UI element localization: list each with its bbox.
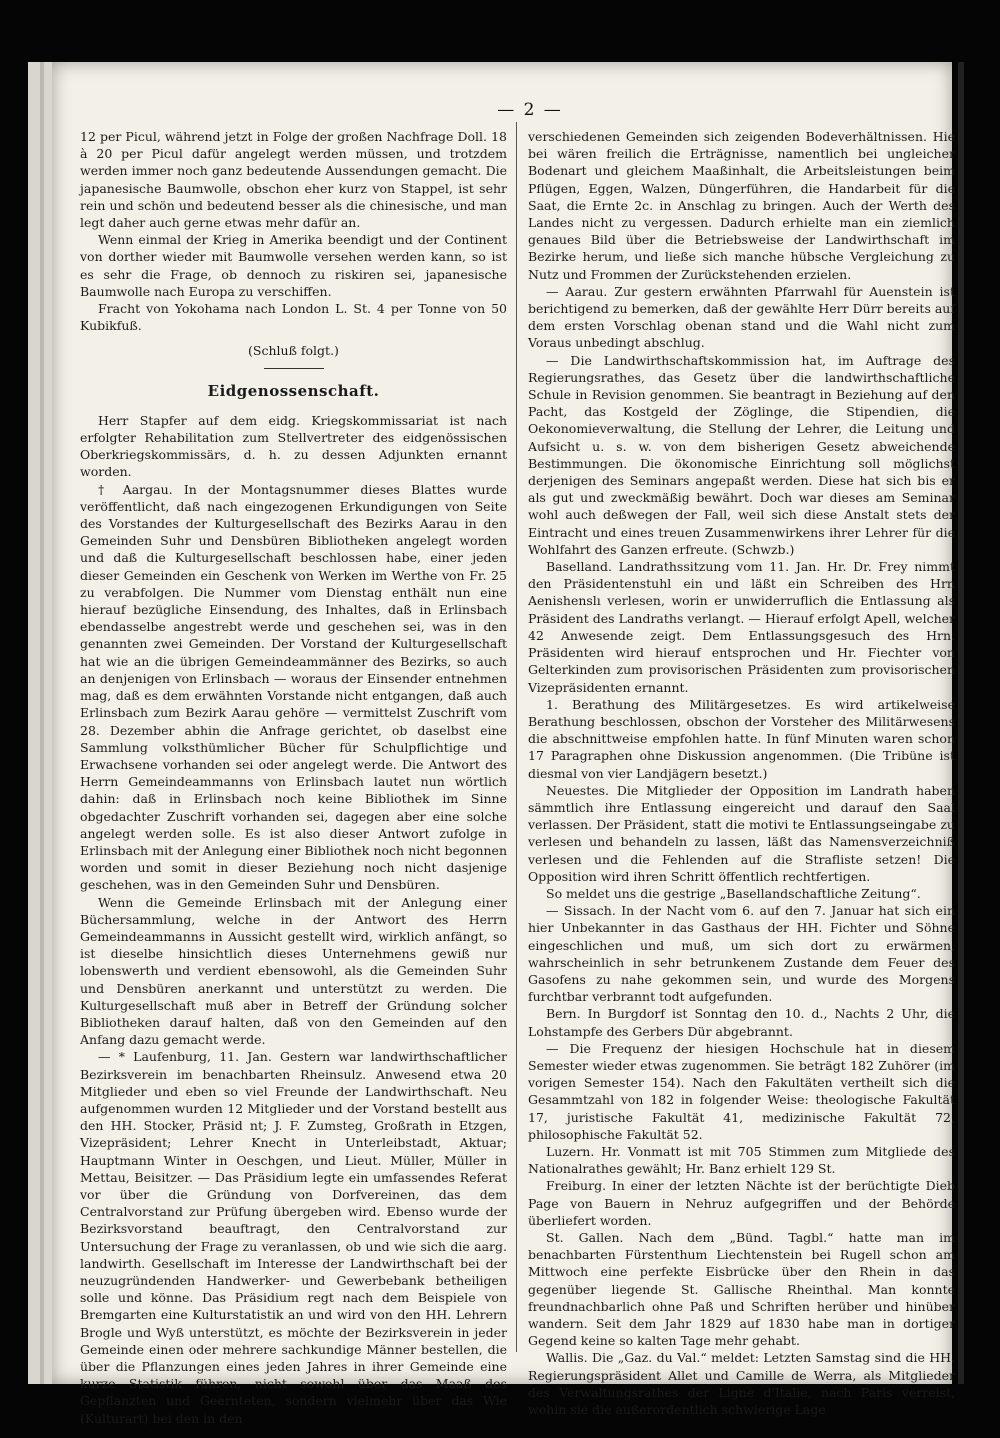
divider <box>264 368 324 369</box>
paragraph: Neuestes. Die Mitglieder der Opposition im Landrath haben sämmtlich ihre Entlassung eingereicht und darauf den Saal verlassen. Der Präsident, statt die motivi te Entlassungseingabe zu verlesen und behandeln zu lassen, läßt das Namensverzeichniß verlesen und die Fehlenden auf die Strafliste setzen! Die Opposition wird ihren Schritt öffentlich rechtfertigen. <box>528 782 955 884</box>
paragraph: Wenn die Gemeinde Erlinsbach mit der Anlegung einer Büchersammlung, welche in der Antwort des Herrn Gemeindeammanns in Aussicht gestellt wird, wirklich anfängt, so ist dieselbe hinsichtlich dieses Unternehmens gewiß nur lobenswerth und verdient ebensowohl, als die Gemeinden Suhr und Densbüren anerkannt und unterstützt zu werden. Die Kulturgesellschaft muß aber in Betreff der Gründung solcher Bibliotheken darauf halten, daß von den Gemeinden auf den Anfang dazu gemacht werde. <box>80 894 507 1048</box>
section-heading: Eidgenossenschaft. <box>207 381 380 400</box>
page-number: — 2 — <box>497 100 563 120</box>
paragraph: — Aarau. Zur gestern erwähnten Pfarrwahl für Auenstein ist berichtigend zu bemerken, daß der gewählte Herr Dürr bereits auf dem ersten Vorschlag obenan stand und die Wahl nicht zum Voraus unbedingt abschlug. <box>528 283 955 351</box>
right-column <box>528 128 955 1418</box>
paragraph: 1. Berathung des Militärgesetzes. Es wird artikelweise Berathung beschlossen, obschon der Vorsteher des Militärwesens die abschnittweise empfohlen hatte. In fünf Minuten waren schon 17 Paragraphen ohne Diskussion angenommen. (Die Tribüne ist diesmal von vier Landjägern besetzt.) <box>528 696 955 781</box>
paragraph: — * Laufenburg, 11. Jan. Gestern war landwirthschaftlicher Bezirksverein im benachbarten Rheinsulz. Anwesend etwa 20 Mitglieder und eben so viel Freunde der Landwirthschaft. Neu aufgenommen wurden 12 Mitglieder und der Vorstand bestellt aus den HH. Stocker, Präsid nt; J. F. Zumsteg, Großrath in Etzgen, Vizepräsident; Lehrer Knecht in Unterleibstadt, Aktuar; Hauptmann Winter in Oeschgen, und Lieut. Müller, Müller in Mettau, Beisitzer. — Das Präsidium legte ein umfassendes Referat vor über die Gründung von Dorfvereinen, das dem Centralvorstand zur Prüfung übergeben wird. Ebenso wurde der Bezirksvorstand beauftragt, den Centralvorstand zur Untersuchung der Frage zu veranlassen, ob und wie sich die aarg. landwirth. Gesellschaft im Interesse der Landwirthschaft bei der neuzugründenden Handwerker- und Gewerbebank betheiligen solle und könne. Das Präsidium regt nach dem Beispiele von Bremgarten eine Kulturstatistik an und wird von den HH. Lehrern Brogle und Wyß unterstützt, es möchte der Bezirksverein in jeder Gemeinde einen oder mehrere sachkundige Männer bestellen, die über die Pflanzungen eines jeden Jahres in ihrer Gemeinde eine kurze Statistik führen, nicht sowohl über das Maaß des Gepflanzten und Geernteten, sondern vielmehr über das Wie (Kulturart) bei den in den <box>80 1049 507 1426</box>
paragraph: Wallis. Die „Gaz. du Val.“ meldet: Letzten Samstag sind die HH. Regierungspräsident Allet und Camille de Werra, als Mitglieder des Verwaltungsrathes der Ligne d'Italie, nach Paris verreist, wohin sie die außerordentlich schwierige Lage <box>528 1350 955 1418</box>
paragraph: Luzern. Hr. Vonmatt ist mit 705 Stimmen zum Mitgliede des Nationalrathes gewählt; Hr. Banz erhielt 129 St. <box>528 1143 955 1177</box>
paragraph: Bern. In Burgdorf ist Sonntag den 10. d., Nachts 2 Uhr, die Lohstampfe des Gerbers Dür abgebrannt. <box>528 1006 955 1039</box>
paragraph: Baselland. Landrathssitzung vom 11. Jan. Hr. Dr. Frey nimmt den Präsidentenstuhl ein und läßt ein Schreiben des Hrn Aenishenslı verlesen, worin er unwiderruflich die Entlassung als Präsident des Landraths verlangt. — Hierauf erfolgt Apell, welcher 42 Anwesende zeigt. Dem Entlassungsgesuch des Hrn. Präsidenten wird hierauf entsprochen und Hr. Fiechter von Gelterkinden zum provisorischen Präsidenten zum provisorischen Vizepräsidenten ernannt. <box>528 559 955 695</box>
paragraph: Fracht von Yokohama nach London L. St. 4 per Tonne von 50 Kubikfuß. <box>80 301 507 334</box>
paragraph: Freiburg. In einer der letzten Nächte ist der berüchtigte Dieb Page von Bauern in Nehruz aufgegriffen und der Behörde überliefert worden. <box>528 1178 955 1228</box>
scan-border <box>958 62 964 1384</box>
paragraph: verschiedenen Gemeinden sich zeigenden Bodeverhältnissen. Hie bei wären freilich die Erträgnisse, namentlich bei ungleicher Bodenart und gleichem Maaßinhalt, die Arbeitsleistungen beim Pflügen, Eggen, Walzen, Düngerführen, die Handarbeit für die Saat, die Ernte 2c. in Anschlag zu bringen. Auch der Werth des Landes nicht zu vergessen. Dadurch erhielte man ein ziemlich genaues Bild über die Betriebsweise der Landwirthschaft im Bezirke herum, und ließe sich manche hübsche Vergleichung zu Nutz und Frommen der Zurückstehenden erzielen. <box>528 129 955 282</box>
paragraph: So meldet uns die gestrige „Basellandschaftliche Zeitung“. <box>546 885 921 901</box>
left-column <box>80 128 507 1427</box>
paragraph: St. Gallen. Nach dem „Bünd. Tagbl.“ hatte man im benachbarten Fürstenthum Liechtenstein bei Rugell schon am Mittwoch eine perfekte Eisbrücke über den Rhein in das gegenüber liegende St. Gallische Rheinthal. Man konnte freundnachbarlich ohne Paß und Schriften herüber und hinüber wandern. Seit dem Jahr 1829 auf 1830 habe man in dortiger Gegend keine so kalten Tage mehr gehabt. <box>528 1230 955 1349</box>
paragraph: — Die Landwirthschaftskommission hat, im Auftrage des Regierungsrathes, das Gesetz über die landwirthschaftliche Schule in Revision genommen. Sie beantragt in Beziehung auf den Pacht, das Kostgeld der Zöglinge, die Stipendien, die Oekonomieverwaltung, die Stellung der Lehrer, die Leitung und Aufsicht u. s. w. von dem bisherigen Gesetz abweichende Bestimmungen. Die ökonomische Einrichtung soll möglichst derjenigen des Seminars angepaßt werden. Diese hat sich bis er als gut und zweckmäßig bewährt. Doch war dieses am Seminar wohl auch deßwegen der Fall, weil sich diese Anstalt stets der Eintracht und eines treuen Zusammenwirkens ihrer Lehrer für die Wohlfahrt des Ganzen erfreute. (Schwzb.) <box>528 352 955 557</box>
paragraph: † Aargau. In der Montagsnummer dieses Blattes wurde veröffentlicht, daß nach eingezogenen Erkundigungen von Seite des Vorstandes der Kulturgesellschaft des Bezirks Aarau in den Gemeinden Suhr und Densbüren Bibliotheken angelegt worden und daß die Kulturgesellschaft beschlossen habe, einer jeden dieser Gemeinden ein Geschenk von Werken im Werthe von Fr. 25 zu verabfolgen. Die Nummer vom Dienstag enthält nun eine hierauf bezügliche Einsendung, des Inhaltes, daß in Erlinsbach ebendasselbe angestrebt werde und geschehen sei, was in den genannten zwei Gemeinden. Der Vorstand der Kulturgesellschaft hat wie an die übrigen Gemeindeammänner des Bezirks, so auch an denjenigen von Erlinsbach — woraus der Einsender entnehmen mag, daß es dem erwähnten Vorstande nicht entgangen, daß auch Erlinsbach zum Bezirk Aarau gehöre — vermittelst Zuschrift vom 28. Dezember abhin die Anfrage gerichtet, ob daselbst eine Sammlung volksthümlicher Bücher für Schulpflichtige und Erwachsene vorhanden sei oder angelegt werde. Die Antwort des Herrn Gemeindeammanns von Erlinsbach lautet nun wörtlich dahin: daß in Erlinsbach noch keine Bibliothek im Sinne obgedachter Zuschrift vorhanden sei, dagegen aber eine solche angelegt werden solle. Es ist also dieser Antwort zufolge in Erlinsbach mit der Anlegung einer Bibliothek noch nicht begonnen worden und somit in dieser Beziehung noch nicht dasjenige geschehen, was in den Gemeinden Suhr und Densbüren. <box>80 481 507 893</box>
continuation-note: (Schluß folgt.) <box>248 343 339 359</box>
page-edge-shadow <box>40 62 44 1384</box>
paragraph: 12 per Picul, während jetzt in Folge der großen Nachfrage Doll. 18 à 20 per Picul dafür angelegt werden müssen, und trotzdem werden immer noch ganz bedeutende Aussendungen gemacht. Die japanesische Baumwolle, obschon eher kurz von Stappel, ist sehr rein und schön und bedeutend besser als die chinesische, und man legt daher auch gerne etwas mehr dafür an. <box>80 129 507 231</box>
paragraph: — Sissach. In der Nacht vom 6. auf den 7. Januar hat sich ein hier Unbekannter in das Gasthaus der HH. Fichter und Söhne eingeschlichen und muß, um sich dort zu erwärmen, wahrscheinlich in sehr betrunkenem Zustande dem Feuer des Gasofens zu nahe gekommen sein, und wurde des Morgens furchtbar verbrannt todt aufgefunden. <box>528 903 955 1005</box>
column-rule <box>516 122 517 1352</box>
paragraph: Wenn einmal der Krieg in Amerika beendigt und der Continent von dorther wieder mit Baumwolle versehen werden kann, so ist es sehr die Frage, ob dennoch zu riskiren sei, japanesische Baumwolle nach Europa zu verschiffen. <box>80 232 507 299</box>
paragraph: Herr Stapfer auf dem eidg. Kriegskommissariat ist nach erfolgter Rehabilitation zum Stellvertreter des eidgenössischen Oberkriegskommissärs, d. h. zu dessen Adjunkten ernannt worden. <box>80 412 507 480</box>
paragraph: — Die Frequenz der hiesigen Hochschule hat in diesem Semester wieder etwas zugenommen. Sie beträgt 182 Zuhörer (im vorigen Semester 154). Nach den Fakultäten vertheilt sich die Gesammtzahl von 182 in folgender Weise: theologische Fakultät 17, juristische Fakultät 41, medizinische Fakultät 72, philosophische Fakultät 52. <box>528 1040 955 1142</box>
